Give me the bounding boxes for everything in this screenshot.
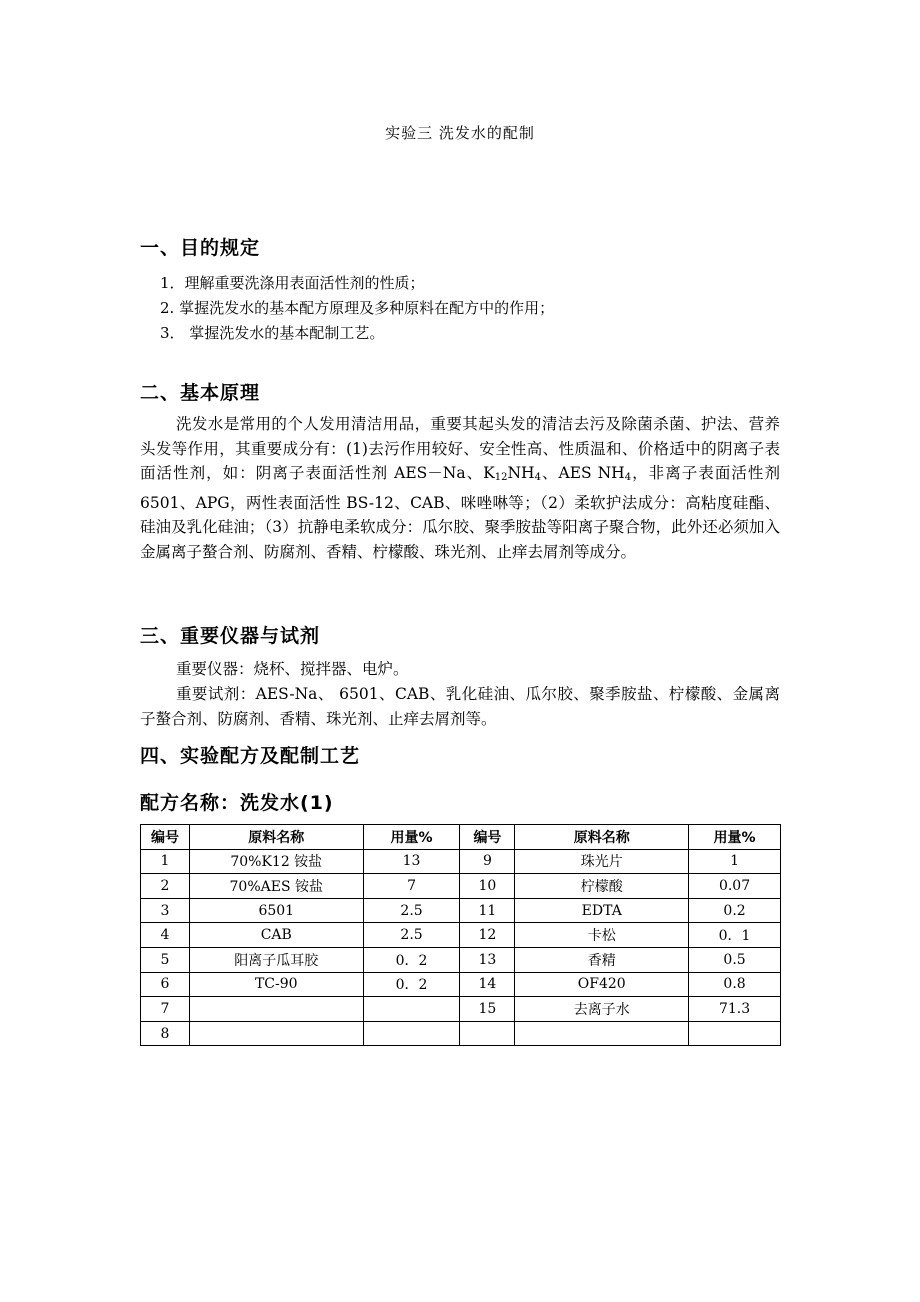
table-cell <box>515 1021 689 1046</box>
table-cell: 2 <box>141 874 190 899</box>
table-cell: 去离子水 <box>515 997 689 1022</box>
principle-text-d: ，非离子表面活性剂 6501、APG，两性表面活性 BS-12、CAB、咪唑啉等；（2）柔软护法成分：高粘度硅酯、硅油及乳化硅油；（3）抗静电柔软成分：瓜尔胶、聚季胺盐等阳离子聚合物，此外还必须加入金属离子螯合剂、防腐剂、香精、柠檬酸、珠光剂、止痒去屑剂等成分。 <box>140 464 780 561</box>
formula-table <box>140 824 781 1046</box>
table-row <box>141 923 781 948</box>
table-cell: 卡松 <box>515 923 689 948</box>
table-cell: 11 <box>460 898 515 923</box>
table-body <box>141 849 781 1046</box>
table-cell: 香精 <box>515 947 689 972</box>
reagents-text <box>140 682 780 731</box>
table-header-row <box>141 825 781 850</box>
table-cell: 7 <box>141 997 190 1022</box>
table-cell <box>189 1021 363 1046</box>
table-cell: OF420 <box>515 972 689 997</box>
table-cell: 0．1 <box>689 923 781 948</box>
table-cell: 0.8 <box>689 972 781 997</box>
table-cell: 14 <box>460 972 515 997</box>
table-cell: 6501 <box>189 898 363 923</box>
table-cell: EDTA <box>515 898 689 923</box>
table-cell: 4 <box>141 923 190 948</box>
section-heading-apparatus: 三、重要仪器与试剂 <box>140 625 321 647</box>
formula-title: 配方名称：洗发水(1) <box>140 792 334 814</box>
table-cell: 12 <box>460 923 515 948</box>
section-heading-purpose: 一、目的规定 <box>140 237 261 259</box>
table-cell: 0.07 <box>689 874 781 899</box>
table-cell: 阳离子瓜耳胶 <box>189 947 363 972</box>
table-cell: TC-90 <box>189 972 363 997</box>
principle-paragraph <box>140 412 780 564</box>
header-cell: 用量% <box>363 825 460 850</box>
principle-text-b: NH <box>507 464 535 482</box>
table-cell <box>363 1021 460 1046</box>
header-cell: 编号 <box>460 825 515 850</box>
instruments-text <box>140 657 780 682</box>
table-cell: 珠光片 <box>515 849 689 874</box>
principle-text-c: 、AES NH <box>540 464 625 482</box>
table-cell: 2.5 <box>363 898 460 923</box>
table-cell: 6 <box>141 972 190 997</box>
header-cell: 用量% <box>689 825 781 850</box>
purpose-item-3: 3． 掌握洗发水的基本配制工艺。 <box>160 324 385 342</box>
table-cell: 0．2 <box>363 972 460 997</box>
subscript-12: 12 <box>494 472 508 483</box>
header-cell: 编号 <box>141 825 190 850</box>
table-cell: 0.5 <box>689 947 781 972</box>
table-cell: 13 <box>460 947 515 972</box>
table-cell: 0．2 <box>363 947 460 972</box>
table-cell <box>189 997 363 1022</box>
table-cell: 1 <box>141 849 190 874</box>
table-cell <box>460 1021 515 1046</box>
purpose-item-1: 1．理解重要洗涤用表面活性剂的性质； <box>160 274 425 292</box>
instruments-line: 重要仪器：烧杯、搅拌器、电炉。 <box>176 660 409 678</box>
table-cell: 10 <box>460 874 515 899</box>
page-title: 实验三 洗发水的配制 <box>385 124 535 142</box>
reagents-line: 重要试剂：AES-Na、 6501、CAB、乳化硅油、瓜尔胶、聚季胺盐、柠檬酸、金属离子螯合剂、防腐剂、香精、珠光剂、止痒去屑剂等。 <box>140 685 780 728</box>
section-heading-principle: 二、基本原理 <box>140 382 261 404</box>
table-cell: 13 <box>363 849 460 874</box>
header-cell: 原料名称 <box>515 825 689 850</box>
table-row <box>141 972 781 997</box>
table-cell: 7 <box>363 874 460 899</box>
subscript-4: 4 <box>624 472 632 483</box>
table-cell: 0.2 <box>689 898 781 923</box>
table-row <box>141 874 781 899</box>
table-row <box>141 1021 781 1046</box>
table-row <box>141 849 781 874</box>
table-cell <box>689 1021 781 1046</box>
table-cell: 71.3 <box>689 997 781 1022</box>
table-row <box>141 997 781 1022</box>
table-cell <box>363 997 460 1022</box>
table-cell: 5 <box>141 947 190 972</box>
subscript-4: 4 <box>534 472 541 483</box>
table-cell: 9 <box>460 849 515 874</box>
table-cell: 70%K12 铵盐 <box>189 849 363 874</box>
table-cell: CAB <box>189 923 363 948</box>
principle-text-a: 洗发水是常用的个人发用清洁用品，重要其起头发的清洁去污及除菌杀菌、护法、营养头发等作用，其重要成分有：(1)去污作用较好、安全性高、性质温和、价格适中的阴离子表面活性剂，如：阴离子表面活性剂 AES－Na、K <box>140 415 780 482</box>
table-cell: 15 <box>460 997 515 1022</box>
table-cell: 70%AES 铵盐 <box>189 874 363 899</box>
section-heading-formula: 四、实验配方及配制工艺 <box>140 745 361 767</box>
table-cell: 1 <box>689 849 781 874</box>
table-cell: 2.5 <box>363 923 460 948</box>
table-cell: 3 <box>141 898 190 923</box>
table-cell: 8 <box>141 1021 190 1046</box>
header-cell: 原料名称 <box>189 825 363 850</box>
table-cell: 柠檬酸 <box>515 874 689 899</box>
purpose-item-2: 2. 掌握洗发水的基本配方原理及多种原料在配方中的作用； <box>160 299 555 317</box>
table-row <box>141 898 781 923</box>
table-row <box>141 947 781 972</box>
